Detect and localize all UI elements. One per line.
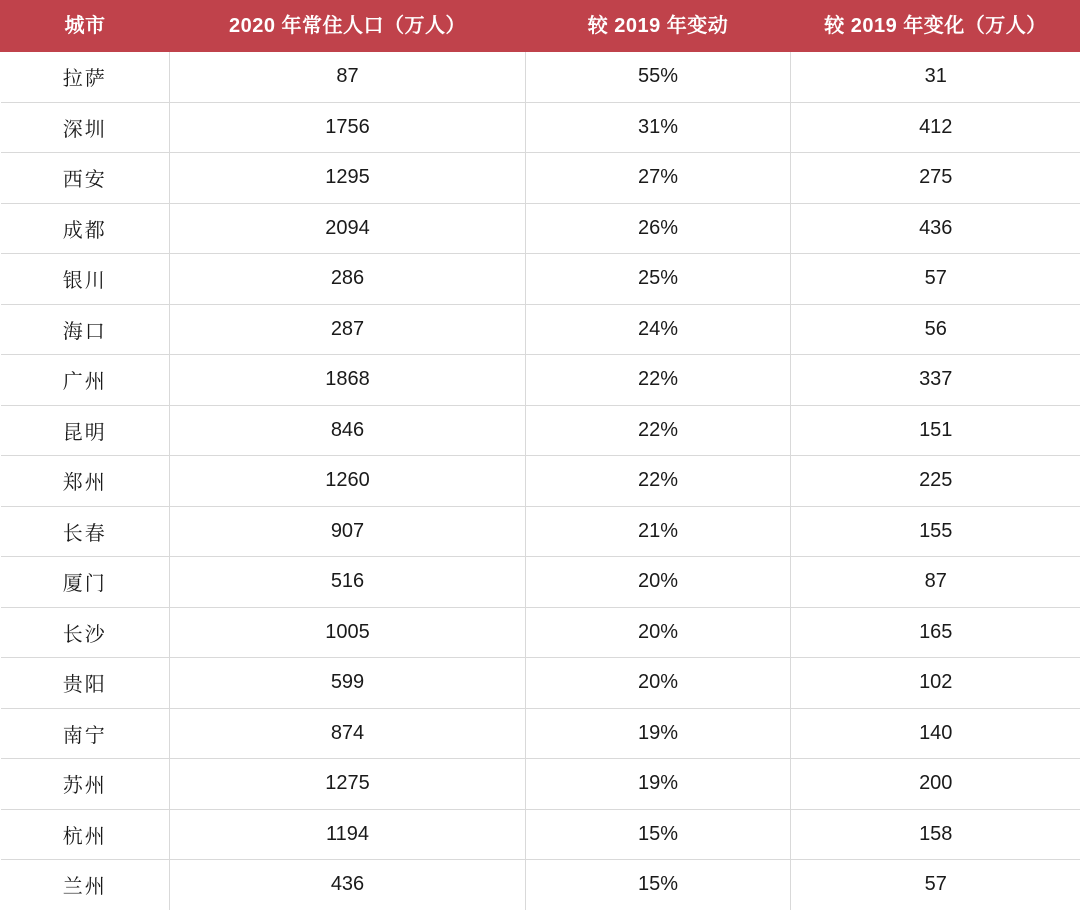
cell-change-percent: 27% [526,153,791,204]
column-header-change-percent: 较 2019 年变动 [526,1,791,52]
cell-city: 成都 [1,203,170,254]
cell-population-2020: 1756 [170,102,526,153]
cell-population-2020: 516 [170,557,526,608]
cell-change-percent: 15% [526,809,791,860]
cell-change-percent: 26% [526,203,791,254]
cell-city: 杭州 [1,809,170,860]
cell-city: 贵阳 [1,658,170,709]
table-row [1,809,1080,860]
cell-change-percent: 21% [526,506,791,557]
table-row [1,607,1080,658]
cell-change-percent: 22% [526,355,791,406]
cell-population-2020: 1260 [170,456,526,507]
table-row [1,405,1080,456]
cell-change-absolute: 165 [791,607,1080,658]
cell-population-2020: 907 [170,506,526,557]
cell-city: 兰州 [1,860,170,910]
cell-change-percent: 55% [526,52,791,103]
table-header-row [1,1,1080,52]
cell-change-absolute: 275 [791,153,1080,204]
cell-city: 郑州 [1,456,170,507]
cell-city: 海口 [1,304,170,355]
table-row [1,254,1080,305]
cell-population-2020: 286 [170,254,526,305]
cell-city: 厦门 [1,557,170,608]
table-row [1,52,1080,103]
table-row [1,355,1080,406]
cell-population-2020: 2094 [170,203,526,254]
cell-city: 长沙 [1,607,170,658]
table-row [1,304,1080,355]
cell-city: 昆明 [1,405,170,456]
cell-population-2020: 1868 [170,355,526,406]
cell-population-2020: 1005 [170,607,526,658]
table-row [1,203,1080,254]
cell-population-2020: 287 [170,304,526,355]
cell-population-2020: 87 [170,52,526,103]
cell-population-2020: 1275 [170,759,526,810]
cell-population-2020: 599 [170,658,526,709]
cell-change-percent: 19% [526,759,791,810]
table-row [1,759,1080,810]
table-row [1,860,1080,910]
cell-city: 西安 [1,153,170,204]
cell-city: 长春 [1,506,170,557]
cell-change-percent: 24% [526,304,791,355]
cell-population-2020: 846 [170,405,526,456]
cell-city: 广州 [1,355,170,406]
cell-change-absolute: 225 [791,456,1080,507]
cell-change-absolute: 200 [791,759,1080,810]
table-row [1,708,1080,759]
cell-population-2020: 436 [170,860,526,910]
cell-change-percent: 20% [526,557,791,608]
cell-change-absolute: 337 [791,355,1080,406]
cell-change-percent: 25% [526,254,791,305]
cell-change-absolute: 140 [791,708,1080,759]
cell-population-2020: 1194 [170,809,526,860]
cell-change-percent: 20% [526,658,791,709]
cell-population-2020: 874 [170,708,526,759]
cell-change-absolute: 151 [791,405,1080,456]
column-header-city: 城市 [1,1,170,52]
cell-change-absolute: 412 [791,102,1080,153]
cell-change-absolute: 56 [791,304,1080,355]
column-header-change-absolute: 较 2019 年变化（万人） [791,1,1080,52]
cell-change-percent: 20% [526,607,791,658]
cell-change-percent: 19% [526,708,791,759]
cell-change-percent: 15% [526,860,791,910]
cell-city: 南宁 [1,708,170,759]
cell-change-percent: 22% [526,456,791,507]
table-row [1,153,1080,204]
cell-change-percent: 31% [526,102,791,153]
column-header-population-2020: 2020 年常住人口（万人） [170,1,526,52]
cell-change-absolute: 155 [791,506,1080,557]
table-row [1,456,1080,507]
cell-change-absolute: 31 [791,52,1080,103]
cell-change-absolute: 102 [791,658,1080,709]
table-row [1,557,1080,608]
cell-change-absolute: 436 [791,203,1080,254]
table-body [1,52,1080,910]
cell-city: 银川 [1,254,170,305]
table-row [1,102,1080,153]
cell-city: 深圳 [1,102,170,153]
cell-city: 拉萨 [1,52,170,103]
cell-change-absolute: 87 [791,557,1080,608]
cell-change-absolute: 57 [791,254,1080,305]
cell-change-percent: 22% [526,405,791,456]
cell-change-absolute: 57 [791,860,1080,910]
table-row [1,506,1080,557]
table-header [1,1,1080,52]
table-row [1,658,1080,709]
cell-change-absolute: 158 [791,809,1080,860]
cell-city: 苏州 [1,759,170,810]
cell-population-2020: 1295 [170,153,526,204]
